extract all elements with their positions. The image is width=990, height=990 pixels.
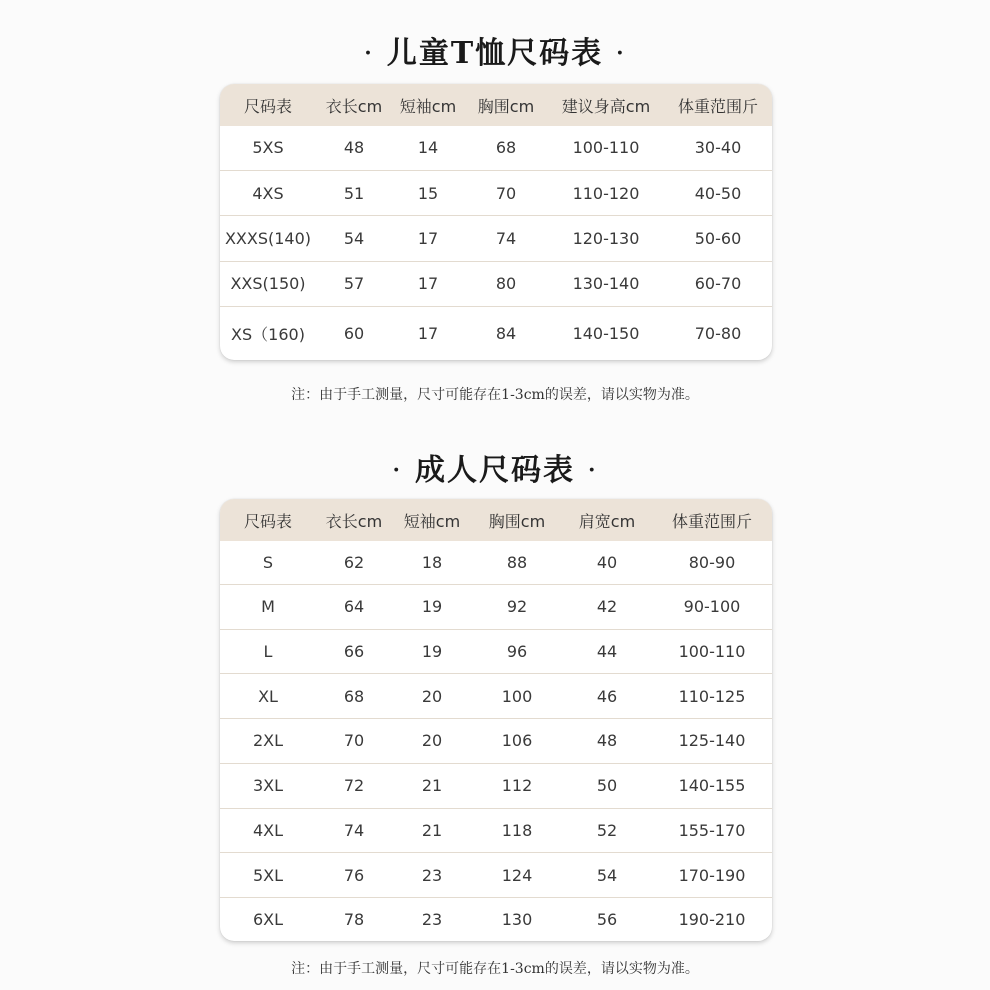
table-row xyxy=(220,261,772,306)
table-cell: 100-110 xyxy=(572,138,640,158)
table-cell: 78 xyxy=(343,909,365,929)
table-cell: L xyxy=(263,642,273,662)
table-cell: 70-80 xyxy=(694,324,742,344)
table-cell: 3XL xyxy=(252,776,284,796)
column-header: 衣长cm xyxy=(325,511,383,531)
column-header: 胸围cm xyxy=(477,96,535,116)
table-row xyxy=(220,126,772,170)
table-header-row xyxy=(220,84,772,126)
table-cell: 48 xyxy=(596,731,618,751)
table-cell: XL xyxy=(258,686,278,706)
table-cell: 80-90 xyxy=(688,553,736,573)
table-cell: 76 xyxy=(343,865,365,885)
table-cell: 23 xyxy=(421,909,443,929)
column-header: 短袖cm xyxy=(399,96,457,116)
table-cell: 18 xyxy=(421,553,443,573)
table-cell: 54 xyxy=(596,865,618,885)
table-row xyxy=(220,629,772,674)
column-header: 建议身高cm xyxy=(561,96,651,116)
table-cell: 84 xyxy=(495,324,517,344)
table-cell: 4XS xyxy=(252,183,284,203)
title-dot: · xyxy=(615,36,627,71)
table-cell: S xyxy=(262,553,274,573)
kids-size-table xyxy=(220,84,772,360)
table-cell: 52 xyxy=(596,820,618,840)
table-cell: 68 xyxy=(343,686,365,706)
table-cell: 17 xyxy=(417,274,439,294)
table-cell: 68 xyxy=(495,138,517,158)
column-header: 体重范围斤 xyxy=(677,96,758,116)
table-cell: 62 xyxy=(343,553,365,573)
table-cell: 44 xyxy=(596,642,618,662)
table-cell: 20 xyxy=(421,686,443,706)
table-cell: 96 xyxy=(506,642,528,662)
table-cell: 51 xyxy=(343,183,365,203)
column-header: 胸围cm xyxy=(488,511,546,531)
title-dot: · xyxy=(391,453,403,488)
table-row xyxy=(220,853,772,898)
adult-title-text: 成人尺码表 xyxy=(415,453,575,488)
table-cell: 6XL xyxy=(252,909,284,929)
table-cell: 124 xyxy=(501,865,533,885)
table-cell: 46 xyxy=(596,686,618,706)
table-cell: 130-140 xyxy=(572,274,640,294)
table-cell: 19 xyxy=(421,642,443,662)
table-cell: 112 xyxy=(501,776,533,796)
table-cell: 140-155 xyxy=(678,776,746,796)
table-cell: 60-70 xyxy=(694,274,742,294)
adult-note: 注：由于手工测量，尺寸可能存在1-3cm的误差，请以实物为准。 xyxy=(291,961,699,977)
table-cell: 2XL xyxy=(252,731,284,751)
table-row xyxy=(220,897,772,941)
table-cell: 4XL xyxy=(252,820,284,840)
column-header: 体重范围斤 xyxy=(671,511,752,531)
column-header: 肩宽cm xyxy=(578,511,636,531)
table-cell: 100 xyxy=(501,686,533,706)
table-cell: 66 xyxy=(343,642,365,662)
table-cell: 90-100 xyxy=(683,597,741,617)
table-row xyxy=(220,307,772,360)
table-cell: 14 xyxy=(417,138,439,158)
kids-title-text: 儿童T恤尺码表 xyxy=(386,36,604,71)
table-cell: 54 xyxy=(343,228,365,248)
table-cell: 130 xyxy=(501,909,533,929)
table-cell: 50-60 xyxy=(694,228,742,248)
table-row xyxy=(220,585,772,630)
column-header: 尺码表 xyxy=(243,511,292,531)
table-cell: 100-110 xyxy=(678,642,746,662)
table-cell: 40 xyxy=(596,553,618,573)
table-cell: 20 xyxy=(421,731,443,751)
column-header: 衣长cm xyxy=(325,96,383,116)
adult-title xyxy=(0,445,990,489)
table-cell: 125-140 xyxy=(678,731,746,751)
table-cell: 48 xyxy=(343,138,365,158)
table-cell: 64 xyxy=(343,597,365,617)
table-row xyxy=(220,763,772,808)
table-row xyxy=(220,674,772,719)
table-cell: 88 xyxy=(506,553,528,573)
table-cell: 140-150 xyxy=(572,324,640,344)
table-header-row xyxy=(220,499,772,541)
table-cell: 72 xyxy=(343,776,365,796)
adult-size-table xyxy=(220,499,772,941)
kids-note: 注：由于手工测量，尺寸可能存在1-3cm的误差，请以实物为准。 xyxy=(291,387,699,403)
table-cell: 60 xyxy=(343,324,365,344)
table-row xyxy=(220,170,772,215)
title-dot: · xyxy=(587,453,599,488)
table-cell: 23 xyxy=(421,865,443,885)
table-cell: 106 xyxy=(501,731,533,751)
table-row xyxy=(220,216,772,261)
table-cell: 110-120 xyxy=(572,183,640,203)
table-cell: 21 xyxy=(421,776,443,796)
table-cell: 155-170 xyxy=(678,820,746,840)
column-header: 尺码表 xyxy=(243,96,292,116)
table-cell: XS（160) xyxy=(231,325,305,345)
table-cell: 80 xyxy=(495,274,517,294)
table-cell: 120-130 xyxy=(572,228,640,248)
table-row xyxy=(220,808,772,853)
table-cell: 42 xyxy=(596,597,618,617)
table-row xyxy=(220,719,772,764)
table-cell: 19 xyxy=(421,597,443,617)
table-cell: 5XL xyxy=(252,865,284,885)
column-header: 短袖cm xyxy=(403,511,461,531)
table-cell: 50 xyxy=(596,776,618,796)
kids-title xyxy=(0,28,990,72)
table-cell: 56 xyxy=(596,909,618,929)
table-cell: 74 xyxy=(495,228,517,248)
title-dot: · xyxy=(363,36,375,71)
table-cell: M xyxy=(261,597,275,617)
table-cell: XXXS(140) xyxy=(224,228,312,248)
table-cell: 17 xyxy=(417,324,439,344)
table-cell: 74 xyxy=(343,820,365,840)
table-cell: 170-190 xyxy=(678,865,746,885)
table-cell: 70 xyxy=(343,731,365,751)
table-cell: 5XS xyxy=(252,138,284,158)
table-cell: 57 xyxy=(343,274,365,294)
table-cell: 118 xyxy=(501,820,533,840)
table-cell: 17 xyxy=(417,228,439,248)
table-cell: 21 xyxy=(421,820,443,840)
table-cell: 15 xyxy=(417,183,439,203)
table-cell: 30-40 xyxy=(694,138,742,158)
table-row xyxy=(220,541,772,585)
table-cell: 70 xyxy=(495,183,517,203)
table-cell: 110-125 xyxy=(678,686,746,706)
table-cell: XXS(150) xyxy=(230,274,306,294)
table-cell: 40-50 xyxy=(694,183,742,203)
table-cell: 190-210 xyxy=(678,909,746,929)
table-cell: 92 xyxy=(506,597,528,617)
